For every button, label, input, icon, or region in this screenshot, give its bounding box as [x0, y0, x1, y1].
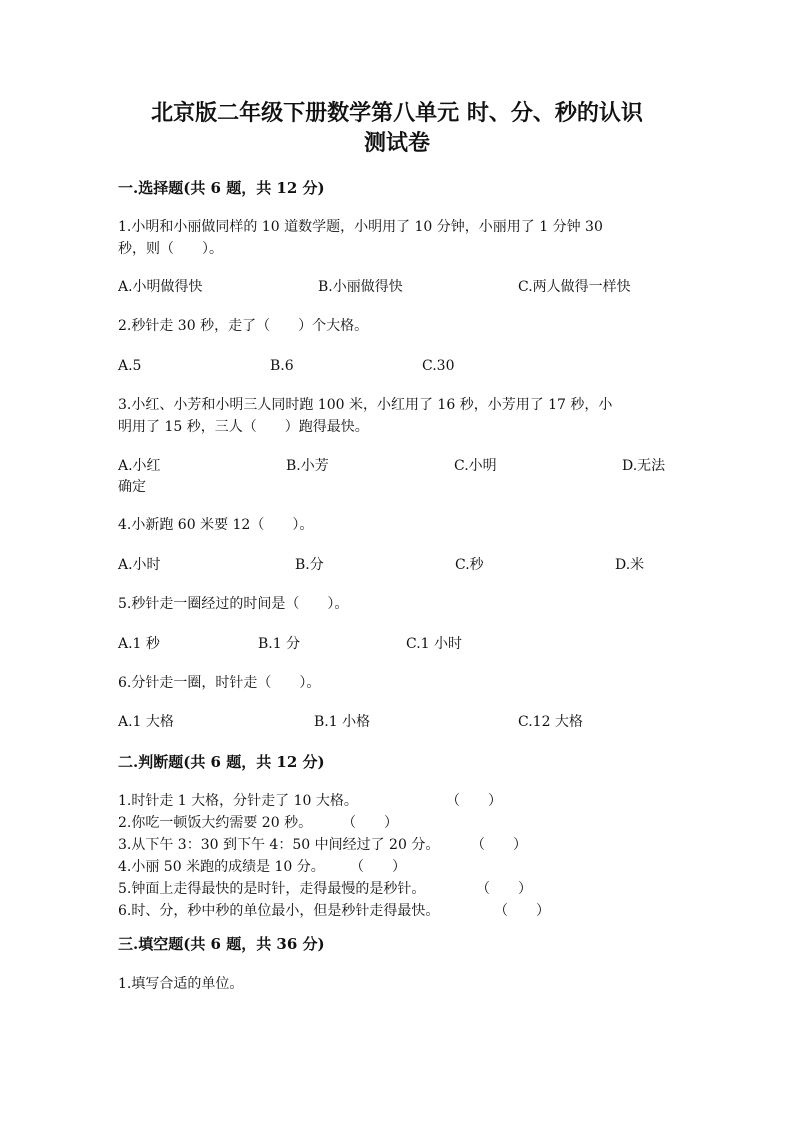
- question-3-option-d: D.无法: [622, 458, 666, 474]
- question-3: [118, 394, 678, 438]
- question-4-option-b: B.分: [295, 557, 324, 573]
- title-line-1: 北京版二年级下册数学第八单元 时、分、秒的认识: [151, 100, 643, 126]
- section-heading-choice: 一.选择题(共 6 题，共 12 分): [118, 179, 325, 197]
- question-2-line-1: 2.秒针走 30 秒，走了（ ）个大格。: [118, 318, 369, 334]
- judge-item-4-answer-blank: （ ）: [350, 859, 406, 875]
- judge-item-3: 3.从下午 3：30 到下午 4：50 中间经过了 20 分。: [118, 837, 440, 853]
- question-5-option-c: C.1 小时: [406, 636, 463, 652]
- fill-question-1-line-1: 1.填写合适的单位。: [118, 976, 244, 992]
- fill-question-1: [118, 973, 678, 995]
- section-heading-judge: 二.判断题(共 6 题，共 12 分): [118, 753, 325, 771]
- judge-item-4: 4.小丽 50 米跑的成绩是 10 分。: [118, 859, 325, 875]
- question-5-line-1: 5.秒针走一圈经过的时间是（ ）。: [118, 596, 349, 612]
- question-1-option-c: C.两人做得一样快: [518, 279, 631, 295]
- judge-item-5-answer-blank: （ ）: [476, 881, 532, 897]
- judge-item-3-answer-blank: （ ）: [471, 837, 527, 853]
- question-1-option-b: B.小丽做得快: [318, 279, 403, 295]
- judge-item-1: 1.时针走 1 大格，分针走了 10 大格。: [118, 793, 358, 809]
- question-5-option-b: B.1 分: [258, 636, 301, 652]
- judge-item-5: 5.钟面上走得最快的是时针，走得最慢的是秒针。: [118, 881, 426, 897]
- judge-item-6: 6.时、分，秒中秒的单位最小，但是秒针走得最快。: [118, 903, 440, 919]
- question-2: [118, 315, 678, 337]
- question-3-option-a: A.小红: [118, 458, 161, 474]
- judge-item-6-answer-blank: （ ）: [494, 903, 550, 919]
- question-4: [118, 514, 678, 536]
- question-6: [118, 672, 678, 694]
- judge-item-2-answer-blank: （ ）: [342, 815, 398, 831]
- question-2-option-c: C.30: [422, 358, 455, 374]
- question-3-line-2: 明用了 15 秒，三人（ ）跑得最快。: [118, 419, 369, 435]
- question-1-line-1: 1.小明和小丽做同样的 10 道数学题，小明用了 10 分钟，小丽用了 1 分钟 30: [118, 219, 603, 235]
- question-4-option-d: D.米: [615, 557, 645, 573]
- question-2-option-b: B.6: [270, 358, 294, 374]
- question-1: [118, 216, 678, 260]
- question-4-option-a: A.小时: [118, 557, 161, 573]
- question-5: [118, 593, 678, 615]
- judge-item-2: 2.你吃一顿饭大约需要 20 秒。: [118, 815, 313, 831]
- question-3-option-d-wrap: 确定: [118, 479, 146, 495]
- question-6-line-1: 6.分针走一圈，时针走（ ）。: [118, 675, 321, 691]
- question-4-option-c: C.秒: [455, 557, 484, 573]
- question-5-option-a: A.1 秒: [118, 636, 160, 652]
- question-3-line-1: 3.小红、小芳和小明三人同时跑 100 米，小红用了 16 秒，小芳用了 17 秒，小: [118, 397, 613, 413]
- question-4-line-1: 4.小新跑 60 米要 12（ ）。: [118, 517, 314, 533]
- question-1-option-a: A.小明做得快: [118, 279, 203, 295]
- question-2-option-a: A.5: [118, 358, 142, 374]
- judge-item-1-answer-blank: （ ）: [446, 793, 502, 809]
- title-line-2: 测试卷: [363, 130, 430, 156]
- question-1-line-2: 秒，则（ ）。: [118, 241, 223, 257]
- question-3-option-b: B.小芳: [286, 458, 329, 474]
- question-6-option-b: B.1 小格: [314, 714, 371, 730]
- question-6-option-a: A.1 大格: [118, 714, 174, 730]
- section-heading-fill: 三.填空题(共 6 题，共 36 分): [118, 935, 325, 953]
- question-6-option-c: C.12 大格: [518, 714, 583, 730]
- question-3-option-c: C.小明: [454, 458, 497, 474]
- page-title: [0, 98, 794, 158]
